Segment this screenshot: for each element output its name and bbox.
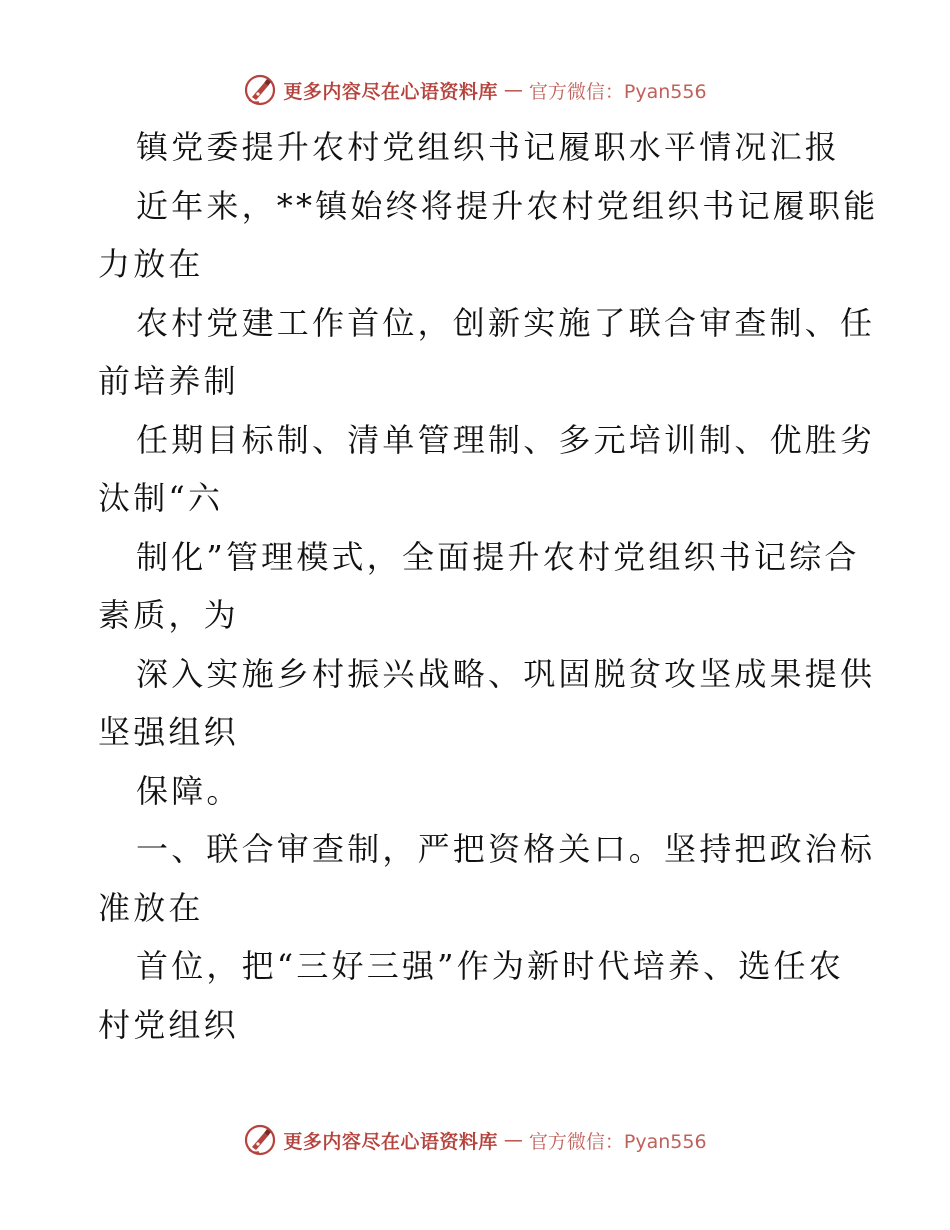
site-name-text: 更多内容尽在心语资料库 bbox=[283, 1130, 498, 1153]
document-line: 素质，为 bbox=[98, 596, 239, 634]
document-line: 村党组织 bbox=[98, 1005, 239, 1044]
document-line: 近年来，**镇始终将提升农村党组织书记履职能 bbox=[136, 186, 879, 225]
document-line: 制化”管理模式，全面提升农村党组织书记综合 bbox=[136, 537, 860, 576]
header-watermark-banner bbox=[0, 70, 950, 110]
site-name-text: 更多内容尽在心语资料库 bbox=[283, 80, 498, 103]
document-line: 农村党建工作首位，创新实施了联合审查制、任 bbox=[136, 303, 876, 342]
pen-nib-logo-icon bbox=[243, 1123, 277, 1157]
document-line: 力放在 bbox=[98, 245, 204, 283]
document-body bbox=[98, 118, 879, 1054]
document-line: 准放在 bbox=[98, 888, 204, 927]
wechat-id-text: 官方微信：Pyan556 bbox=[528, 80, 707, 103]
document-line: 保障。 bbox=[136, 771, 242, 810]
document-line: 深入实施乡村振兴战略、巩固脱贫攻坚成果提供 bbox=[136, 654, 876, 693]
document-line: 一、联合审查制，严把资格关口。坚持把政治标 bbox=[136, 830, 876, 868]
document-lines bbox=[98, 177, 879, 1055]
document-line: 前培养制 bbox=[98, 362, 239, 400]
footer-watermark-banner bbox=[0, 1120, 950, 1160]
wechat-id-text: 官方微信：Pyan556 bbox=[528, 1130, 707, 1153]
document-line: 汰制“六 bbox=[98, 479, 224, 517]
document-line: 首位，把“三好三强”作为新时代培养、选任农 bbox=[136, 947, 844, 985]
banner-dash: — bbox=[503, 1129, 523, 1151]
document-title: 镇党委提升农村党组织书记履职水平情况汇报 bbox=[136, 128, 841, 166]
banner-dash: — bbox=[503, 79, 523, 101]
pen-nib-logo-icon bbox=[243, 73, 277, 107]
document-line: 坚强组织 bbox=[98, 713, 239, 751]
document-line: 任期目标制、清单管理制、多元培训制、优胜劣 bbox=[136, 420, 876, 459]
